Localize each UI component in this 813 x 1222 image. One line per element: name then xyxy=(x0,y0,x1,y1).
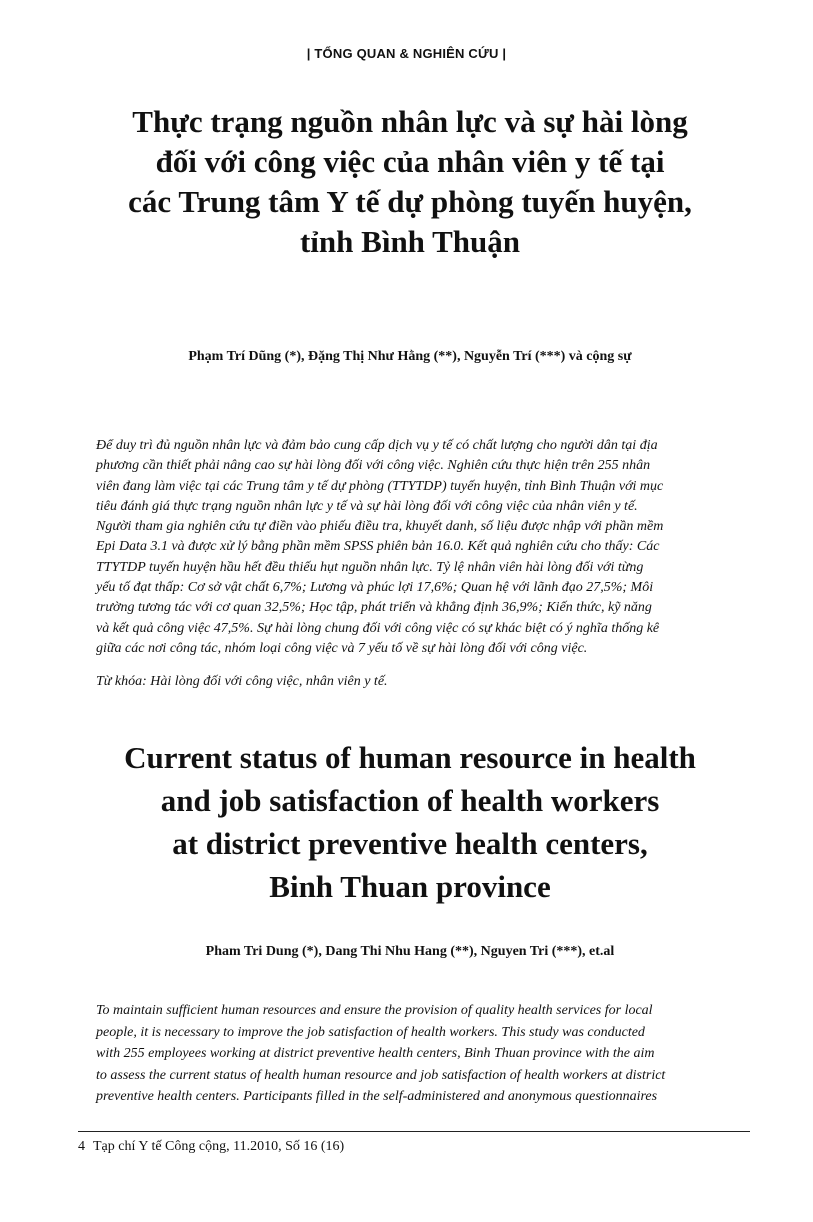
vietnamese-title-line: tỉnh Bình Thuận xyxy=(299,224,521,259)
english-title-line: Current status of human resource in health xyxy=(124,740,696,775)
abstract-line: yếu tố đạt thấp: Cơ sở vật chất 6,7%; Lương và phúc lợi 17,6%; Quan hệ với lãnh đạo 27,5%; Môi xyxy=(96,580,654,596)
abstract-line: Epi Data 3.1 và được xử lý bằng phần mềm SPSS phiên bản 16.0. Kết quả nghiên cứu cho thấy: Các xyxy=(96,539,660,555)
abstract-line: phương cần thiết phải nâng cao sự hài lòng đối với công việc. Nghiên cứu thực hiện trên 255 nhân xyxy=(96,458,651,474)
vietnamese-title-line: đối với công việc của nhân viên y tế tại xyxy=(155,144,665,179)
vietnamese-authors: Phạm Trí Dũng (*), Đặng Thị Như Hằng (**), Nguyễn Trí (***) và cộng sự xyxy=(188,349,632,364)
english-abstract xyxy=(96,1000,744,1108)
abstract-line: to assess the current status of health human resource and job satisfaction of health workers at district xyxy=(96,1067,666,1083)
english-title-line: Binh Thuan province xyxy=(269,869,551,904)
section-tag: | TỔNG QUAN & NGHIÊN CỨU | xyxy=(306,46,507,61)
abstract-line: tiêu đánh giá thực trạng nguồn nhân lực y tế và sự hài lòng đối với công việc của nhân viên y tế. xyxy=(96,498,638,514)
abstract-line: Người tham gia nghiên cứu tự điền vào phiếu điều tra, khuyết danh, số liệu được nhập với phần mềm xyxy=(96,519,664,535)
abstract-line: TTYTDP tuyến huyện hầu hết đều thiếu hụt nguồn nhân lực. Tỷ lệ nhân viên hài lòng đối với từng xyxy=(96,559,644,575)
english-title-line: and job satisfaction of health workers xyxy=(160,783,660,818)
abstract-line: viên đang làm việc tại các Trung tâm y tế dự phòng (TTYTDP) tuyến huyện, tỉnh Bình Thuận với mục xyxy=(96,478,664,494)
english-title xyxy=(40,736,780,908)
english-title-line: at district preventive health centers, xyxy=(172,826,648,861)
vietnamese-title xyxy=(60,102,760,262)
abstract-line: và kết quả công việc 47,5%. Sự hài lòng chung đối với công việc có sự khác biệt có ý nghĩa thống kê xyxy=(96,620,660,636)
abstract-line: with 255 employees working at district preventive health centers, Binh Thuan province with the aim xyxy=(96,1046,655,1062)
vietnamese-abstract xyxy=(96,436,744,659)
page-footer xyxy=(78,1139,750,1155)
vietnamese-title-line: các Trung tâm Y tế dự phòng tuyến huyện, xyxy=(128,184,692,219)
abstract-line: preventive health centers. Participants filled in the self-administered and anonymous questionnaires xyxy=(96,1089,658,1105)
page-number: 4 xyxy=(78,1139,85,1154)
vietnamese-title-line: Thực trạng nguồn nhân lực và sự hài lòng xyxy=(132,104,688,139)
english-authors: Pham Tri Dung (*), Dang Thi Nhu Hang (**), Nguyen Tri (***), et.al xyxy=(205,944,615,959)
abstract-line: To maintain sufficient human resources and ensure the provision of quality health services for local xyxy=(96,1003,653,1018)
journal-citation: Tạp chí Y tế Công cộng, 11.2010, Số 16 (16) xyxy=(93,1139,345,1154)
abstract-line: giữa các nơi công tác, nhóm loại công việc và 7 yếu tố về sự hài lòng đối với công việc. xyxy=(96,640,588,656)
vietnamese-keywords: Từ khóa: Hài lòng đối với công việc, nhân viên y tế. xyxy=(96,674,388,689)
abstract-line: people, it is necessary to improve the job satisfaction of health workers. This study was conducted xyxy=(96,1024,645,1040)
footer-divider xyxy=(78,1131,750,1132)
abstract-line: trường tương tác với cơ quan 32,5%; Học tập, phát triển và khẳng định 36,9%; Kiến thức, kỹ năng xyxy=(96,600,652,616)
abstract-line: Để duy trì đủ nguồn nhân lực và đảm bảo cung cấp dịch vụ y tế có chất lượng cho người dân tại địa xyxy=(96,438,658,453)
